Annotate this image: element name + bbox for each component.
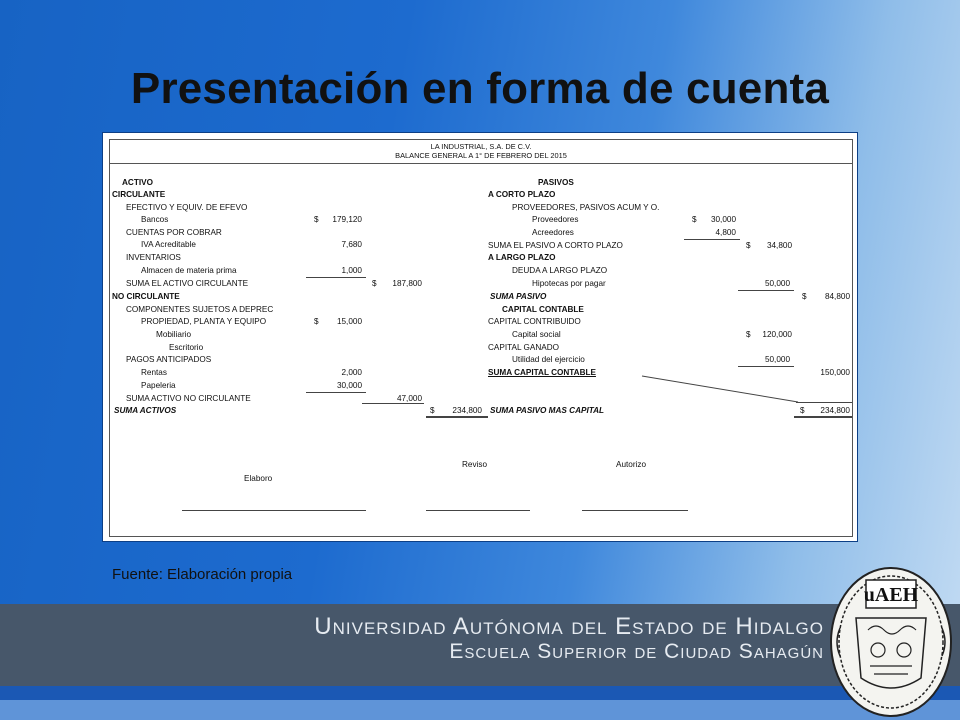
inventory-group-label: INVENTARIOS bbox=[126, 253, 181, 262]
current-total-value: 187,800 bbox=[392, 279, 422, 288]
current-assets-heading: CIRCULANTE bbox=[112, 190, 166, 199]
noncurrent-total-value: 47,000 bbox=[396, 394, 422, 403]
inventory-label: Almacen de materia prima bbox=[141, 266, 237, 275]
noncurrent-assets-heading: NO CIRCULANTE bbox=[112, 292, 180, 301]
signature-line-prepared bbox=[182, 510, 366, 511]
total-liabilities-currency: $ bbox=[802, 292, 807, 301]
school-name: Escuela Superior de Ciudad Sahagún bbox=[449, 640, 824, 663]
profit-label: Utilidad del ejercicio bbox=[512, 355, 585, 364]
short-term-total-label: SUMA EL PASIVO A CORTO PLAZO bbox=[488, 241, 623, 250]
subtotal-rule bbox=[362, 403, 424, 404]
prepared-label: Elaboro bbox=[244, 474, 273, 483]
total-double-rule bbox=[794, 416, 852, 418]
equity-heading: CAPITAL CONTABLE bbox=[502, 305, 584, 314]
mortgage-label: Hipotecas por pagar bbox=[532, 279, 606, 288]
slide-title: Presentación en forma de cuenta bbox=[130, 64, 830, 113]
iva-label: IVA Acreditable bbox=[141, 240, 196, 249]
rent-label: Rentas bbox=[141, 368, 167, 377]
banks-currency: $ bbox=[314, 215, 319, 224]
banks-label: Bancos bbox=[141, 215, 169, 224]
short-term-heading: A CORTO PLAZO bbox=[488, 190, 556, 199]
share-capital-label: Capital social bbox=[512, 330, 561, 339]
balance-sheet-document bbox=[109, 139, 853, 537]
long-term-heading: A LARGO PLAZO bbox=[488, 253, 556, 262]
total-assets-value: 234,800 bbox=[452, 406, 482, 415]
suppliers-label: Proveedores bbox=[532, 215, 579, 224]
furniture-label: Mobiliario bbox=[156, 330, 192, 339]
subtotal-rule bbox=[738, 366, 794, 367]
total-assets-currency: $ bbox=[430, 406, 435, 415]
signature-line-authorized bbox=[582, 510, 688, 511]
subtotal-rule bbox=[738, 290, 794, 291]
seal-monogram: uAEH bbox=[863, 584, 919, 606]
total-assets-label: SUMA ACTIVOS bbox=[114, 406, 177, 415]
cash-group-label: EFECTIVO Y EQUIV. DE EFEVO bbox=[126, 203, 248, 212]
share-capital-currency: $ bbox=[746, 330, 751, 339]
reviewed-label: Reviso bbox=[462, 460, 488, 469]
iva-value: 7,680 bbox=[341, 240, 362, 249]
ppe-currency: $ bbox=[314, 317, 319, 326]
header-rule bbox=[110, 163, 852, 164]
subtotal-rule bbox=[684, 239, 740, 240]
noncurrent-total-label: SUMA ACTIVO NO CIRCULANTE bbox=[126, 394, 251, 403]
total-liabilities-value: 84,800 bbox=[824, 292, 850, 301]
short-term-total-currency: $ bbox=[746, 241, 751, 250]
receivables-group-label: CUENTAS POR COBRAR bbox=[126, 228, 222, 237]
prepaid-group-label: PAGOS ANTICIPADOS bbox=[126, 355, 212, 364]
statement-title: BALANCE GENERAL A 1° DE FEBRERO DEL 2015 bbox=[395, 151, 567, 160]
subtotal-rule bbox=[306, 277, 366, 278]
stationery-label: Papeleria bbox=[141, 381, 176, 390]
earned-capital-label: CAPITAL GANADO bbox=[488, 343, 559, 352]
banks-value: 179,120 bbox=[332, 215, 362, 224]
inventory-value: 1,000 bbox=[341, 266, 362, 275]
profit-value: 50,000 bbox=[764, 355, 790, 364]
long-debt-group-label: DEUDA A LARGO PLAZO bbox=[512, 266, 608, 275]
total-equity-label: SUMA CAPITAL CONTABLE bbox=[488, 368, 596, 377]
total-liabilities-label: SUMA PASIVO bbox=[490, 292, 547, 301]
current-total-currency: $ bbox=[372, 279, 377, 288]
company-name: LA INDUSTRIAL, S.A. DE C.V. bbox=[430, 142, 532, 151]
creditors-value: 4,800 bbox=[715, 228, 736, 237]
total-equity-value: 150,000 bbox=[820, 368, 850, 377]
share-capital-value: 120,000 bbox=[762, 330, 792, 339]
assets-heading: ACTIVO bbox=[122, 178, 153, 187]
suppliers-group-label: PROVEEDORES, PASIVOS ACUM Y O. bbox=[512, 203, 660, 212]
creditors-label: Acreedores bbox=[532, 228, 574, 237]
desk-label: Escritorio bbox=[169, 343, 204, 352]
mortgage-value: 50,000 bbox=[764, 279, 790, 288]
current-total-label: SUMA EL ACTIVO CIRCULANTE bbox=[126, 279, 249, 288]
source-caption: Fuente: Elaboración propia bbox=[112, 566, 293, 583]
total-double-rule bbox=[426, 416, 488, 418]
balance-sheet-image bbox=[102, 132, 858, 542]
contributed-capital-label: CAPITAL CONTRIBUIDO bbox=[488, 317, 581, 326]
ppe-value: 15,000 bbox=[336, 317, 362, 326]
subtotal-rule bbox=[796, 402, 852, 403]
connector-line bbox=[110, 140, 854, 538]
authorized-label: Autorizo bbox=[616, 460, 647, 469]
stationery-value: 30,000 bbox=[336, 381, 362, 390]
ppe-label: PROPIEDAD, PLANTA Y EQUIPO bbox=[141, 317, 267, 326]
subtotal-rule bbox=[306, 392, 366, 393]
components-group-label: COMPONENTES SUJETOS A DEPREC bbox=[126, 305, 274, 314]
signature-line-reviewed bbox=[426, 510, 530, 511]
grand-total-label: SUMA PASIVO MAS CAPITAL bbox=[490, 406, 605, 415]
suppliers-value: 30,000 bbox=[710, 215, 736, 224]
university-seal-icon bbox=[826, 558, 956, 718]
suppliers-currency: $ bbox=[692, 215, 697, 224]
grand-total-value: 234,800 bbox=[820, 406, 850, 415]
short-term-total-value: 34,800 bbox=[766, 241, 792, 250]
footer-stripe-light bbox=[0, 700, 960, 720]
grand-total-currency: $ bbox=[800, 406, 805, 415]
university-name: Universidad Autónoma del Estado de Hidalgo bbox=[314, 613, 824, 640]
liabilities-heading: PASIVOS bbox=[538, 178, 574, 187]
footer-stripe bbox=[0, 686, 960, 700]
rent-value: 2,000 bbox=[341, 368, 362, 377]
